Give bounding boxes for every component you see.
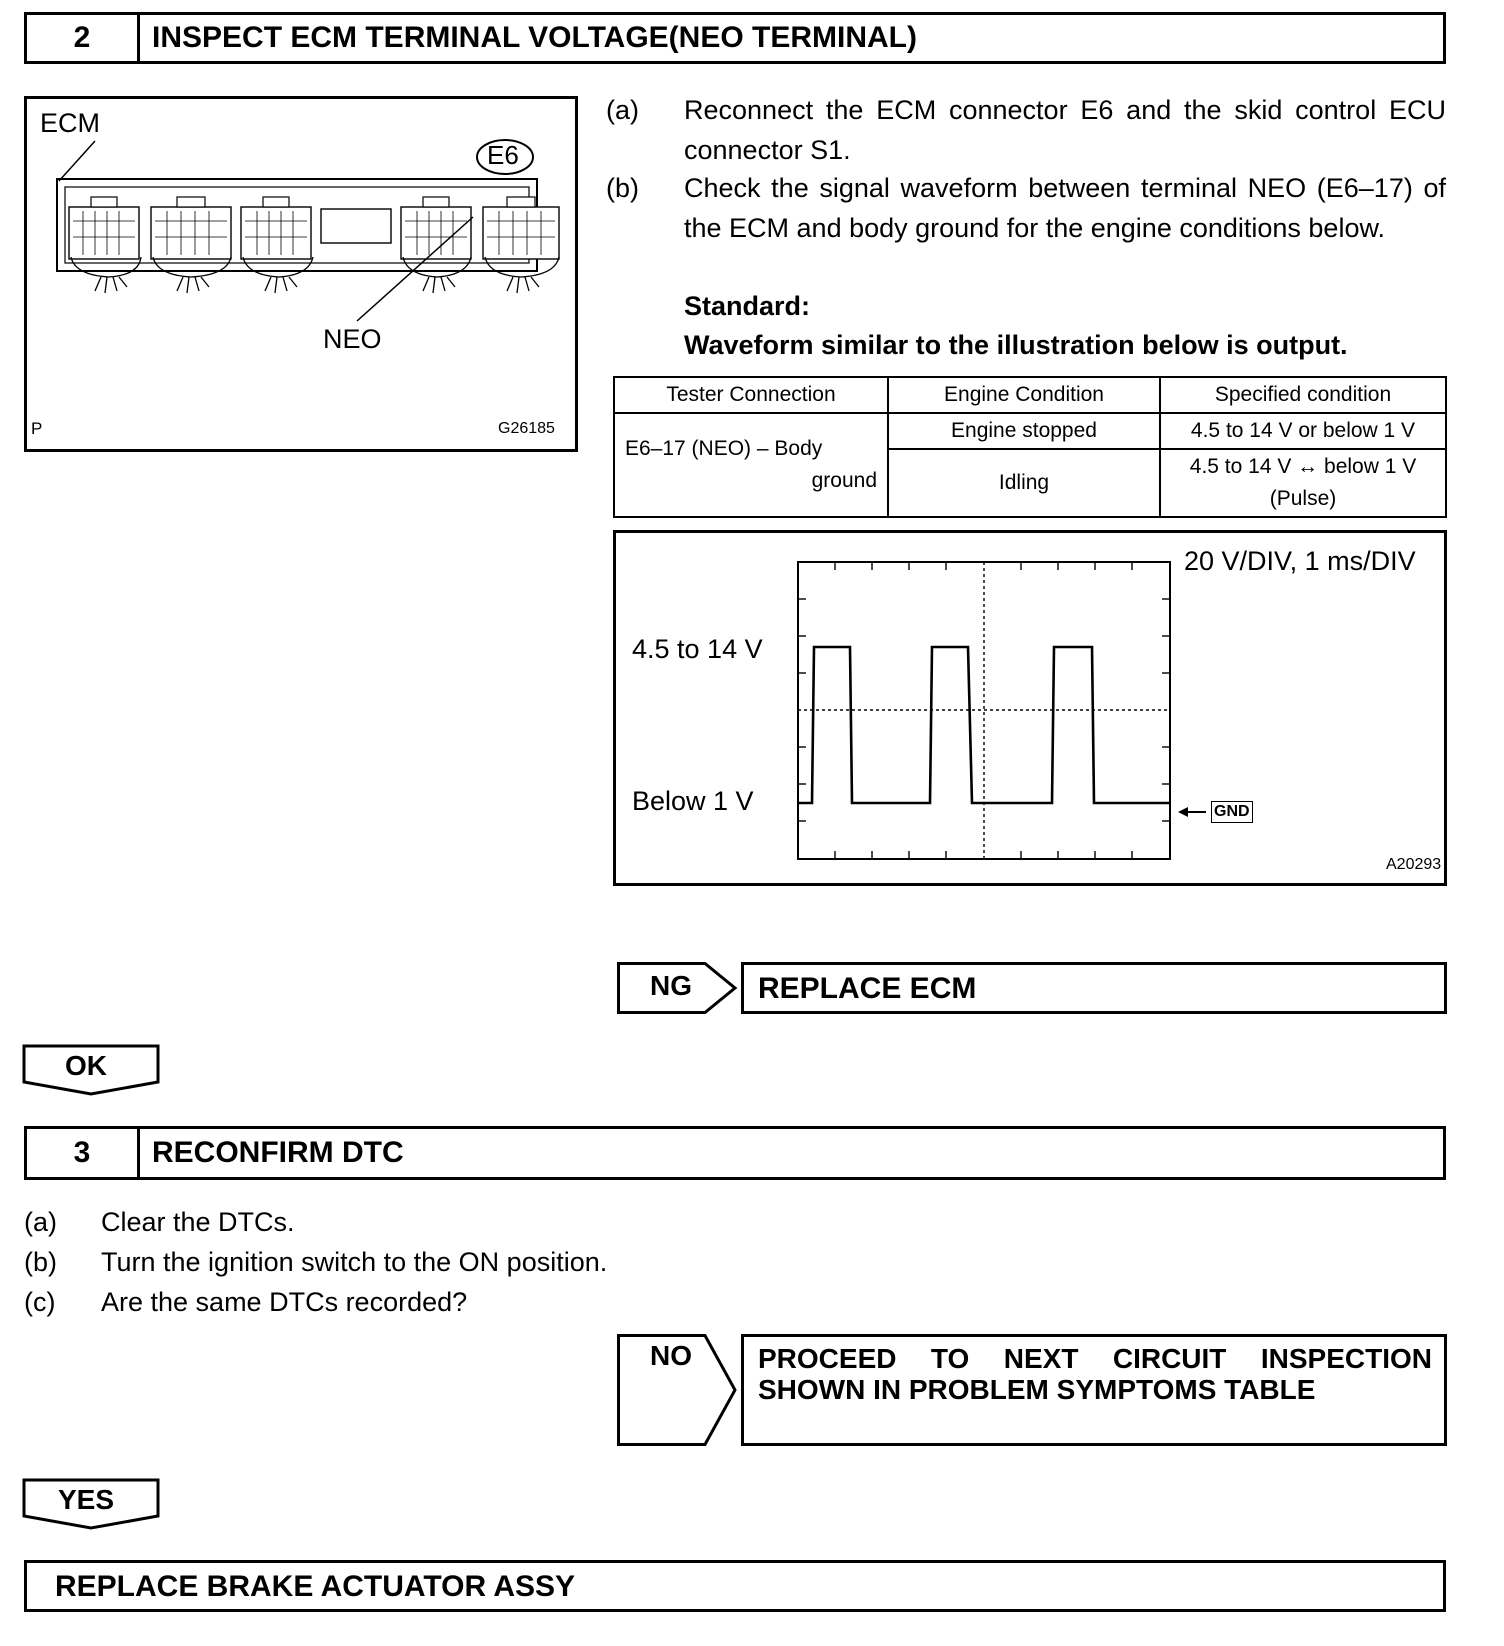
ng-result-text: REPLACE ECM <box>758 972 977 1005</box>
cell-engine-stopped: Engine stopped <box>888 413 1160 449</box>
item-b-label: (b) <box>24 1247 57 1277</box>
figure-code: G26185 <box>498 420 555 437</box>
waveform-high-label: 4.5 to 14 V <box>632 634 763 664</box>
standard-label: Standard: <box>684 291 811 321</box>
step-2-header <box>24 12 1446 64</box>
item-a-label: (a) <box>606 95 639 125</box>
header-specified-condition: Specified condition <box>1160 377 1446 413</box>
item-b-text: Turn the ignition switch to the ON position. <box>101 1247 608 1277</box>
table-row <box>614 413 1446 449</box>
gnd-label: GND <box>1211 801 1253 823</box>
standard-text: Waveform similar to the illustration below is output. <box>684 330 1348 360</box>
waveform-scale: 20 V/DIV, 1 ms/DIV <box>1184 546 1416 576</box>
waveform-low-label: Below 1 V <box>632 786 754 816</box>
oscilloscope-drawing <box>616 533 1444 883</box>
no-tab-label: NO <box>650 1340 692 1371</box>
item-b-text: Check the signal waveform between terminal NEO (E6–17) of the ECM and body ground for the engine conditions below. <box>684 173 1446 243</box>
step-title: INSPECT ECM TERMINAL VOLTAGE(NEO TERMINAL) <box>152 21 917 54</box>
ok-tab-label: OK <box>65 1050 107 1081</box>
item-c-label: (c) <box>24 1287 56 1317</box>
figure-p-label: P <box>31 419 43 438</box>
step-title: RECONFIRM DTC <box>152 1136 404 1169</box>
header-tester-connection: Tester Connection <box>614 377 888 413</box>
final-result-box <box>24 1560 1446 1612</box>
no-result-box <box>741 1334 1447 1446</box>
connector-e6-label: E6 <box>487 140 519 170</box>
ecm-label: ECM <box>40 108 100 138</box>
waveform-figure <box>613 530 1447 886</box>
neo-terminal-label: NEO <box>323 324 382 354</box>
connection-line-2: ground <box>811 469 877 492</box>
waveform-code: A20293 <box>1386 856 1442 873</box>
item-a-label: (a) <box>24 1207 57 1237</box>
yes-tab-label: YES <box>58 1484 115 1515</box>
final-result-text: REPLACE BRAKE ACTUATOR ASSY <box>55 1570 576 1603</box>
no-result-line-1: PROCEED TO NEXT CIRCUIT INSPECTION <box>758 1343 1432 1374</box>
step-number: 2 <box>27 15 140 61</box>
spec-idling-line-2: (Pulse) <box>1269 487 1337 510</box>
step-number: 3 <box>27 1129 140 1177</box>
no-result-text <box>758 1343 1432 1405</box>
item-a-text: Reconnect the ECM connector E6 and the skid control ECU connector S1. <box>684 95 1446 165</box>
step-3-header <box>24 1126 1446 1180</box>
ng-tab-label: NG <box>650 970 692 1001</box>
header-engine-condition: Engine Condition <box>888 377 1160 413</box>
cell-tester-connection <box>614 413 888 517</box>
table-header-row <box>614 377 1446 413</box>
ng-result-box <box>741 962 1447 1014</box>
connection-line-1: E6–17 (NEO) – Body <box>625 437 823 460</box>
cell-idling: Idling <box>888 449 1160 517</box>
item-b-label: (b) <box>606 173 639 203</box>
no-result-line-2: SHOWN IN PROBLEM SYMPTOMS TABLE <box>758 1374 1316 1405</box>
item-a-text: Clear the DTCs. <box>101 1207 295 1237</box>
spec-idling-line-1: 4.5 to 14 V ↔ below 1 V <box>1189 455 1417 478</box>
cell-spec-stopped: 4.5 to 14 V or below 1 V <box>1160 413 1446 449</box>
specification-table <box>613 376 1447 518</box>
item-c-text: Are the same DTCs recorded? <box>101 1287 468 1317</box>
cell-spec-idling <box>1160 449 1446 517</box>
ecm-connector-figure <box>24 96 578 452</box>
